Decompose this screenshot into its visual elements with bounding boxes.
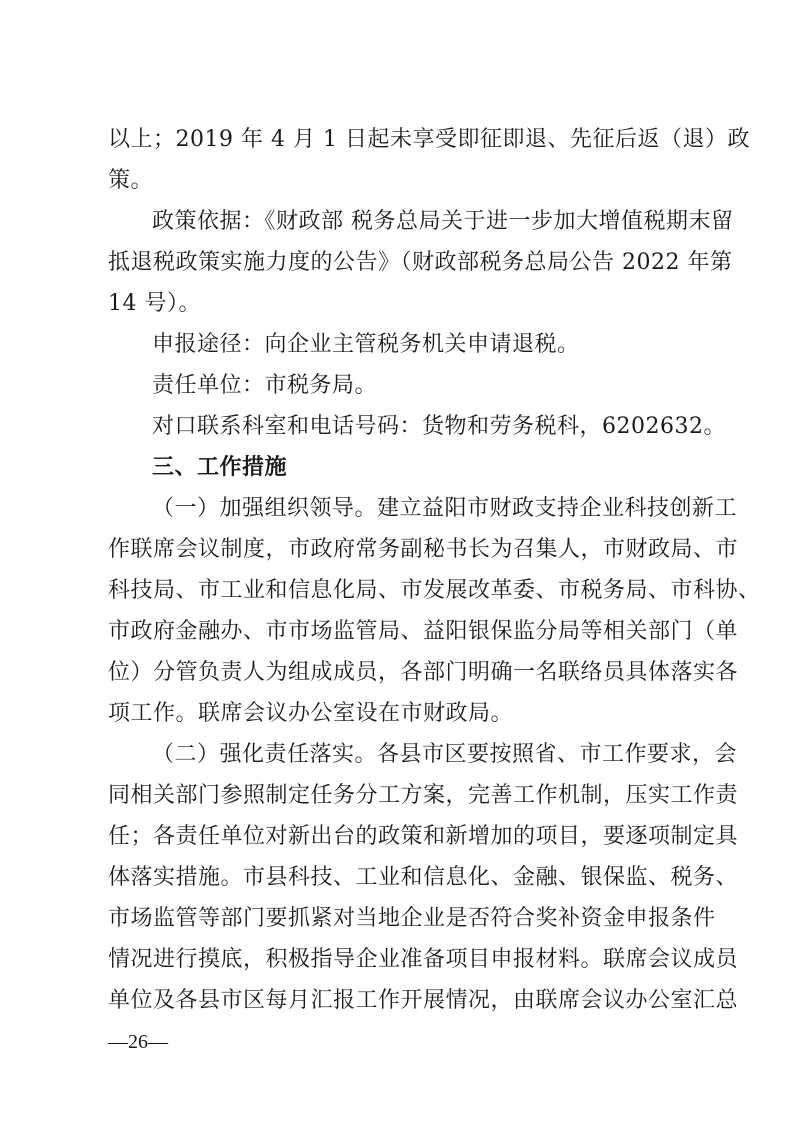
paragraph-line: 位）分管负责人为组成成员，各部门明确一名联络员具体落实各 xyxy=(108,660,739,685)
paragraph-line: （二）强化责任落实。各县市区要按照省、市工作要求，会 xyxy=(152,742,738,767)
paragraph-line: 策。 xyxy=(108,168,154,193)
paragraph-line: 作联席会议制度，市政府常务副秘书长为召集人，市财政局、市 xyxy=(108,537,739,562)
section-heading: 三、工作措施 xyxy=(152,455,288,480)
application-channel-line: 申报途径：向企业主管税务机关申请退税。 xyxy=(152,332,580,357)
paragraph-line: 市政府金融办、市市场监管局、益阳银保监分局等相关部门（单 xyxy=(108,619,739,644)
paragraph-line: 任；各责任单位对新出台的政策和新增加的项目，要逐项制定具 xyxy=(108,824,739,849)
paragraph-line: 情况进行摸底，积极指导企业准备项目申报材料。联席会议成员 xyxy=(108,947,739,972)
paragraph-line: 同相关部门参照制定任务分工方案，完善工作机制，压实工作责 xyxy=(108,783,739,808)
page-number: —26— xyxy=(108,1031,168,1053)
paragraph-line: 市场监管等部门要抓紧对当地企业是否符合奖补资金申报条件 xyxy=(108,906,716,931)
contact-line: 对口联系科室和电话号码：货物和劳务税科，6202632。 xyxy=(152,414,726,439)
paragraph-line: 抵退税政策实施力度的公告》（财政部税务总局公告 2022 年第 xyxy=(108,250,733,275)
policy-basis-line: 政策依据：《财政部 税务总局关于进一步加大增值税期末留 xyxy=(152,209,734,234)
responsible-unit-line: 责任单位：市税务局。 xyxy=(152,373,378,398)
paragraph-line: 单位及各县市区每月汇报工作开展情况，由联席会议办公室汇总 xyxy=(108,988,739,1013)
paragraph-line: 体落实措施。市县科技、工业和信息化、金融、银保监、税务、 xyxy=(108,865,739,890)
paragraph-line: 14 号）。 xyxy=(108,291,201,316)
paragraph-line: 项工作。联席会议办公室设在市财政局。 xyxy=(108,701,514,726)
paragraph-line: 以上；2019 年 4 月 1 日起未享受即征即退、先征后返（退）政 xyxy=(108,127,750,152)
paragraph-line: 科技局、市工业和信息化局、市发展改革委、市税务局、市科协、 xyxy=(108,578,761,603)
paragraph-line: （一）加强组织领导。建立益阳市财政支持企业科技创新工 xyxy=(152,496,738,521)
